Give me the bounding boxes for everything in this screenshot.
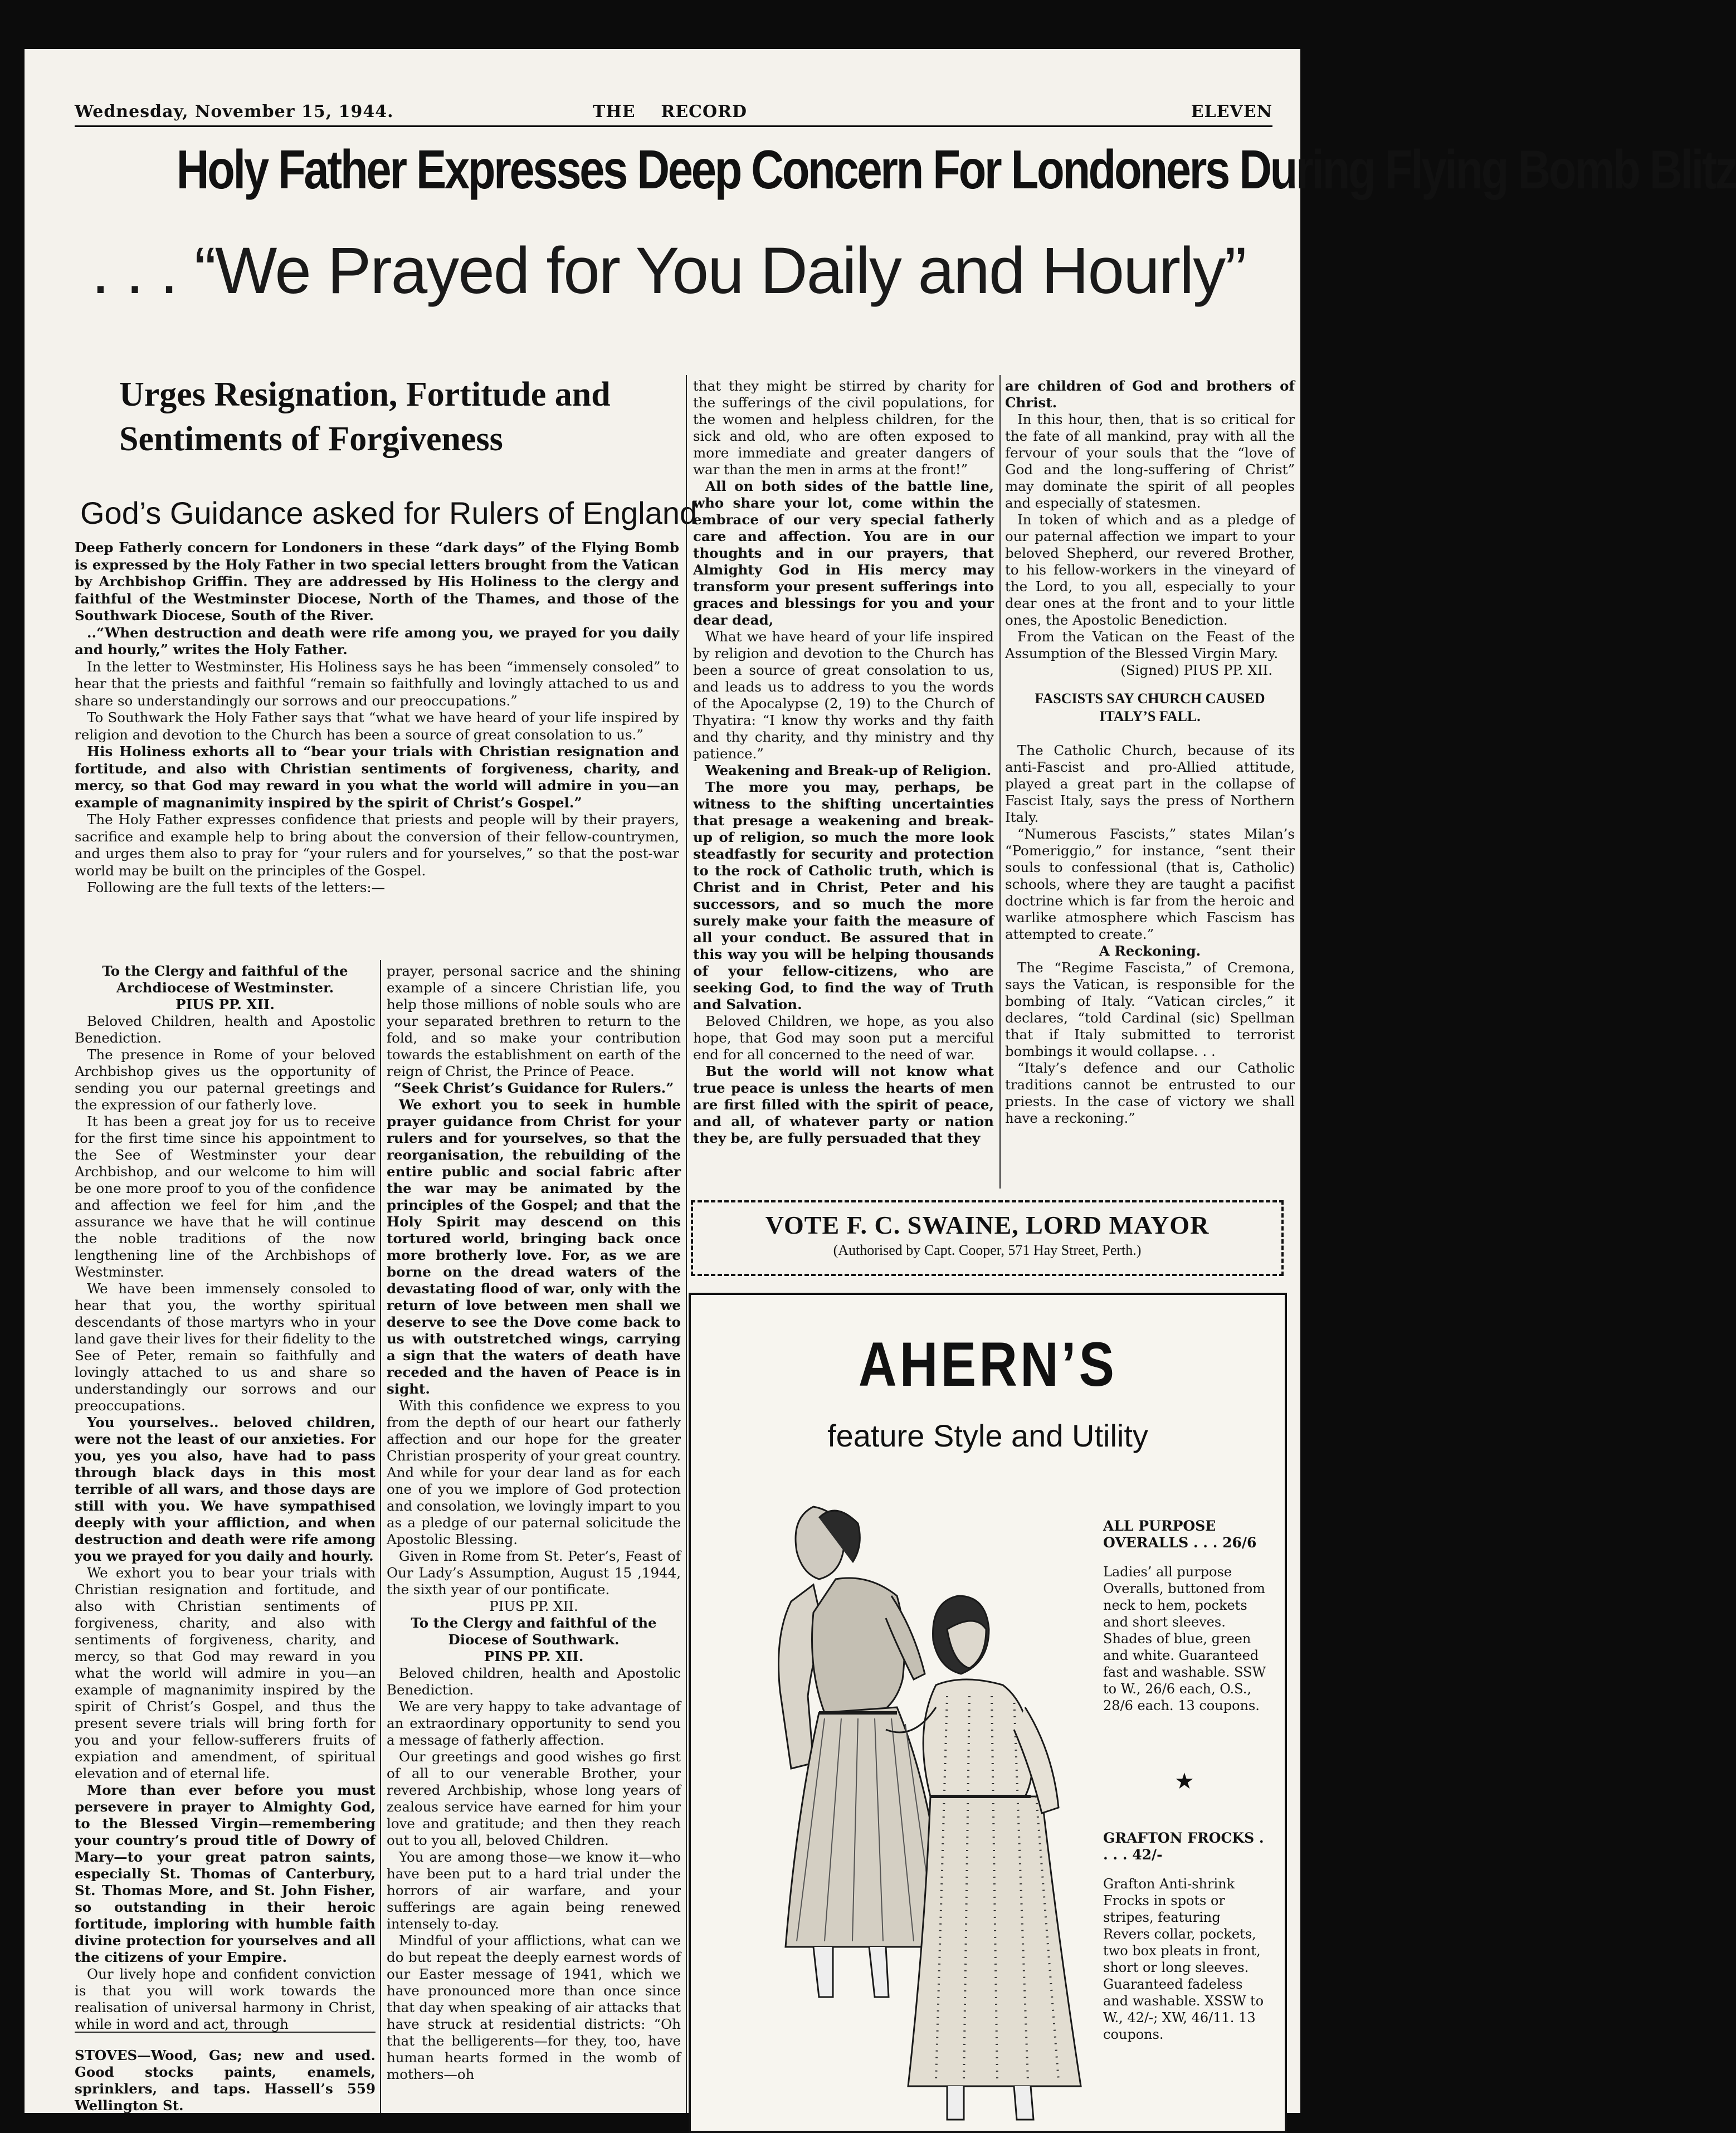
product-overalls bbox=[1103, 1518, 1270, 1714]
body-paragraph: From the Vatican on the Feast of the Assumption of the Blessed Virgin Mary. bbox=[1005, 629, 1295, 661]
body-paragraph: The presence in Rome of your beloved Archbishop gives us the opportunity of sending you our paternal greetings and the expression of our fatherly love. bbox=[75, 1046, 376, 1113]
body-paragraph: We exhort you to seek in humble prayer guidance from Christ for your rulers and for yourselves, so that the reorganisation, the rebuilding of the entire public and social fabric after the war may be animated by the principles of the Gospel; and that the Holy Spirit may descend on this tortured world, bringing back once more brotherly love. For, as we are borne on the dread waters of the devastating flood of war, only with the return of love between men shall we deserve to see the Dove come back to us with outstretched wings, carrying a sign that the waters of death have receded and the haven of Peace is in sight. bbox=[387, 1097, 681, 1397]
body-paragraph: All on both sides of the battle line, who share your lot, come within the embrace of our very special fatherly care and affection. You are in our thoughts and in our prayers, that Almighty God in His mercy may transform your present sufferings into graces and blessings for you and your dear dead, bbox=[693, 478, 994, 628]
body-paragraph: Our lively hope and confident conviction is that you will work towards the realisation of universal harmony in Christ, while in word and act, through bbox=[75, 1966, 376, 2032]
product-description: Ladies’ all purpose Overalls, buttoned from neck to hem, pockets and short sleeves. Shades of blue, green and white. Guaranteed fast and washable. SSW to W., 26/6 each, O.S., 28/6 each. 13 coupons. bbox=[1103, 1564, 1266, 1713]
article-headline-fascists: FASCISTS SAY CHURCH CAUSED ITALY’S FALL. bbox=[1035, 690, 1265, 724]
lead-paragraph: In the letter to Westminster, His Holiness says he has been “immensely consoled” to hear that the priests and faithful “remain so faithfully and lovingly attached to us and share so understandingly our sorrows and our preoccupations.” bbox=[75, 658, 679, 709]
lead-paragraph: To Southwark the Holy Father says that “what we have heard of your life inspired by religion and devotion to the Church has been a source of great consolation to us.” bbox=[75, 709, 679, 743]
body-paragraph: Beloved children, health and Apostolic Benediction. bbox=[387, 1665, 681, 1698]
classified-ad: STOVES—Wood, Gas; new and used. Good stocks paints, enamels, sprinklers, and taps. Hassell’s 559 Wellington St. bbox=[75, 2047, 376, 2113]
lead-paragraph: His Holiness exhorts all to “bear your trials with Christian resignation and fortitude, and also with Christian sentiments of forgiveness, charity, and mercy, so that God may reward in you what the world will admire in you—an example of magnanimity inspired by the spirit of Christ’s Gospel.” bbox=[75, 743, 679, 811]
vote-line: VOTE F. C. SWAINE, LORD MAYOR bbox=[765, 1211, 1210, 1239]
page-number: ELEVEN bbox=[1191, 102, 1272, 121]
subhead-line-2: Sentiments of Forgiveness bbox=[119, 420, 503, 458]
ad-tagline: feature Style and Utility bbox=[827, 1418, 1148, 1453]
body-paragraph: are children of God and brothers of Christ. bbox=[1005, 378, 1295, 411]
product-frocks bbox=[1103, 1830, 1270, 2043]
article-column-3 bbox=[693, 378, 994, 1147]
body-paragraph: What we have heard of your life inspired by religion and devotion to the Church has been a source of great consolation to us, and leads us to address to you the words of the Apocalypse (2, 19) to the Church of Thyatira: “I know thy works and thy faith and thy charity, and thy ministry and thy patience.” bbox=[693, 629, 994, 762]
body-paragraph: “Italy’s defence and our Catholic traditions cannot be entrusted to our priests. In the case of victory we shall have a reckoning.” bbox=[1005, 1060, 1295, 1126]
aherns-advertisement bbox=[689, 1293, 1287, 2133]
subhead-line-1: Urges Resignation, Fortitude and bbox=[119, 376, 611, 413]
body-paragraph: We have been immensely consoled to hear that you, the worthy spiritual descendants of those martyrs who in your land gave their lives for their fidelity to the See of Peter, remain so faithfully and lovingly attached to us and share so understandingly our sorrows and our preoccupations. bbox=[75, 1280, 376, 1414]
body-paragraph: Mindful of your afflictions, what can we do but repeat the deeply earnest words of our Easter message of 1941, which we have pronounced more than once since that day when speaking of air attacks that have struck at residential districts: “Oh that the belligerents—for they, too, have human hearts formed in the womb of mothers—oh bbox=[387, 1932, 681, 2082]
lead-paragraph: ..“When destruction and death were rife among you, we prayed for you daily and hourly,” writes the Holy Father. bbox=[75, 624, 679, 658]
body-paragraph: Given in Rome from St. Peter’s, Feast of Our Lady’s Assumption, August 15 ,1944, the sixth year of our pontificate. bbox=[387, 1548, 681, 1598]
letter-signature: (Signed) PIUS PP. XII. bbox=[1120, 662, 1272, 678]
product-title: ALL PURPOSE OVERALLS . . . 26/6 bbox=[1103, 1518, 1257, 1551]
article-column-1 bbox=[75, 963, 376, 2114]
section-heading: “Seek Christ’s Guidance for Rulers.” bbox=[393, 1080, 674, 1096]
body-paragraph: We are very happy to take advantage of an extraordinary opportunity to send you a message of fatherly affection. bbox=[387, 1698, 681, 1748]
lead-paragraph: Following are the full texts of the letters:— bbox=[87, 879, 386, 895]
body-paragraph: We exhort you to bear your trials with Christian resignation and fortitude, and also with Christian sentiments of forgiveness, charity, and also with sentiments of forgiveness, charity, and mercy, so that God may reward in you what the world will admire in you—an example of magnanimity inspired by the spirit of Christ’s Gospel, and thus the present severe trials will bring forth for you and your fellow-sufferers fruits of expiation and amendment, of spiritual elevation and of eternal life. bbox=[75, 1565, 376, 1781]
body-paragraph: prayer, personal sacrice and the shining example of a sincere Christian life, you help those millions of noble souls who are your separated brethren to return to the fold, and so make your contribution towards the establishment on earth of the reign of Christ, the Prince of Peace. bbox=[387, 963, 681, 1079]
body-paragraph: that they might be stirred by charity for the sufferings of the civil populations, for the women and helpless children, for the sick and old, who are often exposed to more immediate and greater dangers of war than the men in arms at the front!” bbox=[693, 378, 994, 478]
deck-headline: God’s Guidance asked for Rulers of England bbox=[80, 495, 698, 530]
body-paragraph: The more you may, perhaps, be witness to the shifting uncertainties that presage a weakening and break-up of religion, so much the more look steadfastly for security and protection to the rock of Catholic truth, which is Christ and in Christ, Peter and his successors, and so much the more surely make your faith the measure of all your conduct. Be assured that in this way you will be helping thousands of your fellow-citizens, who are seeking God, to find the way of Truth and Salvation. bbox=[693, 779, 994, 1012]
product-title: GRAFTON FROCKS . . . . 42/- bbox=[1103, 1830, 1264, 1863]
letter-signature: PIUS PP. XII. bbox=[489, 1598, 578, 1614]
page-folio bbox=[75, 102, 1272, 124]
newspaper-name: THE RECORD bbox=[593, 102, 748, 121]
body-paragraph: More than ever before you must persevere in prayer to Almighty God, to the Blessed Virgin—remembering your country’s proud title of Dowry of Mary—to your great patron saints, especially St. Thomas of Canterbury, St. Thomas More, and St. John Fisher, so outstanding in their heroic fortitude, imploring with humble faith divine protection for yourselves and all the citizens of your Empire. bbox=[75, 1782, 376, 1965]
quote-headline: . . . “We Prayed for You Daily and Hourly” bbox=[91, 234, 1246, 308]
body-paragraph: With this confidence we express to you from the depth of our heart our fatherly affection and our hope for the greater Christian prosperity of your great country. And while for your dear land as for each one of you we implore of God protection and consolation, we lovingly impart to you as a pledge of our paternal solicitude the Apostolic Blessing. bbox=[387, 1397, 681, 1547]
election-notice bbox=[691, 1200, 1284, 1276]
body-paragraph: In token of which and as a pledge of our paternal affection we impart to your beloved Shepherd, our revered Brother, to his fellow-workers in the vineyard of the Lord, to you all, especially to your dear ones at the front and to your little ones, the Apostolic Benediction. bbox=[1005, 512, 1295, 628]
letter-address: To the Clergy and faithful of the Diocese of Southwark. bbox=[411, 1615, 657, 1648]
column-rule bbox=[999, 375, 1001, 1189]
body-paragraph: The Catholic Church, because of its anti-Fascist and pro-Allied attitude, played a great part in the collapse of Fascist Italy, says the press of Northern Italy. bbox=[1005, 742, 1295, 825]
body-paragraph: You are among those—we know it—who have been put to a hard trial under the horrors of air warfare, and your sufferings are again being renewed intensely to-day. bbox=[387, 1849, 681, 1932]
body-paragraph: The “Regime Fascista,” of Cremona, says the Vatican, is responsible for the bombing of Italy. “Vatican circles,” it declares, “told Cardinal (sic) Spellman that if Italy submitted to terrorist bombings it would collapse. . . bbox=[1005, 960, 1295, 1059]
vote-authorisation: (Authorised by Capt. Cooper, 571 Hay Street, Perth.) bbox=[833, 1242, 1142, 1258]
star-icon: ★ bbox=[1174, 1769, 1194, 1794]
body-paragraph: You yourselves.. beloved children, were not the least of our anxieties. For you, yes you also, have had to pass through black days in this most terrible of all wars, and those days are still with you. We have sympathised deeply with your affliction, and when destruction and death were rife among you we prayed for you daily and hourly. bbox=[75, 1414, 376, 1564]
section-heading: A Reckoning. bbox=[1099, 943, 1201, 959]
body-paragraph: In this hour, then, that is so critical for the fate of all mankind, pray with all the fervour of your souls that the “love of God and the long-suffering of Christ” may dominate the spirit of all peoples and especially of statesmen. bbox=[1005, 411, 1295, 511]
body-paragraph: “Numerous Fascists,” states Milan’s “Pomeriggio,” for instance, “sent their souls to confessional (that is, Catholic) schools, where they are taught a pacifist doctrine which is far from the heroic and warlike atmosphere which Fascism has attempted to create.” bbox=[1005, 826, 1295, 942]
body-paragraph: Our greetings and good wishes go first of all to our venerable Brother, your revered Archbiship, whose long years of zealous service have earned for him your love and gratitude; and then they reach out to you all, beloved Children. bbox=[387, 1749, 681, 1848]
article-column-2 bbox=[387, 963, 681, 2083]
product-description: Grafton Anti-shrink Frocks in spots or stripes, featuring Revers collar, pockets, two box pleats in front, short or long sleeves. Guaranteed fadeless and washable. XSSW to W., 42/-; XW, 46/11. 13 coupons. bbox=[1103, 1876, 1264, 2042]
article-column-4 bbox=[1005, 378, 1295, 1127]
section-heading: Weakening and Break-up of Religion. bbox=[705, 762, 992, 778]
letter-address: To the Clergy and faithful of the Archdiocese of Westminster. bbox=[102, 963, 348, 996]
subheadline bbox=[119, 372, 676, 461]
letter-signature: PIUS PP. XII. bbox=[175, 996, 275, 1012]
body-paragraph: But the world will not know what true peace is unless the hearts of men are first filled with the spirit of peace, and all, of whatever party or nation they be, are fully persuaded that they bbox=[693, 1063, 994, 1146]
letter-signature: PINS PP. XII. bbox=[484, 1648, 584, 1664]
body-paragraph: Beloved Children, we hope, as you also hope, that God may soon put a merciful end for all concerned to the need of war. bbox=[693, 1013, 994, 1063]
lead-paragraph: Deep Fatherly concern for Londoners in these “dark days” of the Flying Bomb is expressed by the Holy Father in two special letters brought from the Vatican by Archbishop Griffin. They are addressed by His Holiness to the clergy and faithful of the Westminster Diocese, North of the Thames, and those of the Southwark Diocese, South of the River. bbox=[75, 539, 679, 624]
issue-date: Wednesday, November 15, 1944. bbox=[75, 102, 394, 121]
body-paragraph: Beloved Children, health and Apostolic Benediction. bbox=[75, 1013, 376, 1046]
folio-rule bbox=[75, 125, 1272, 127]
column-rule bbox=[380, 960, 381, 2113]
body-paragraph: It has been a great joy for us to receive for the first time since his appointment to the See of Westminster your dear Archbishop, and our welcome to him will be one more proof to you of the confidence and affection we feel for him ,and the assurance we have that he will continue the noble traditions of the now lengthening line of the Archbishops of Westminster. bbox=[75, 1113, 376, 1280]
ad-brand: AHERN’S bbox=[858, 1330, 1118, 1399]
lead-summary bbox=[75, 539, 679, 897]
fashion-illustration bbox=[724, 1484, 1114, 2131]
main-headline: Holy Father Expresses Deep Concern For Londoners During Flying Bomb Blitz bbox=[176, 139, 1736, 200]
lead-paragraph: The Holy Father expresses confidence that priests and people will by their prayers, sacrifice and example help to bring about the conversion of their fellow-countrymen, and urges them also to pray for “your rulers and for yourselves,” so that the post-war world may be built on the principles of the Gospel. bbox=[75, 811, 679, 879]
column-rule bbox=[686, 375, 687, 2113]
newspaper-page bbox=[25, 49, 1736, 2113]
